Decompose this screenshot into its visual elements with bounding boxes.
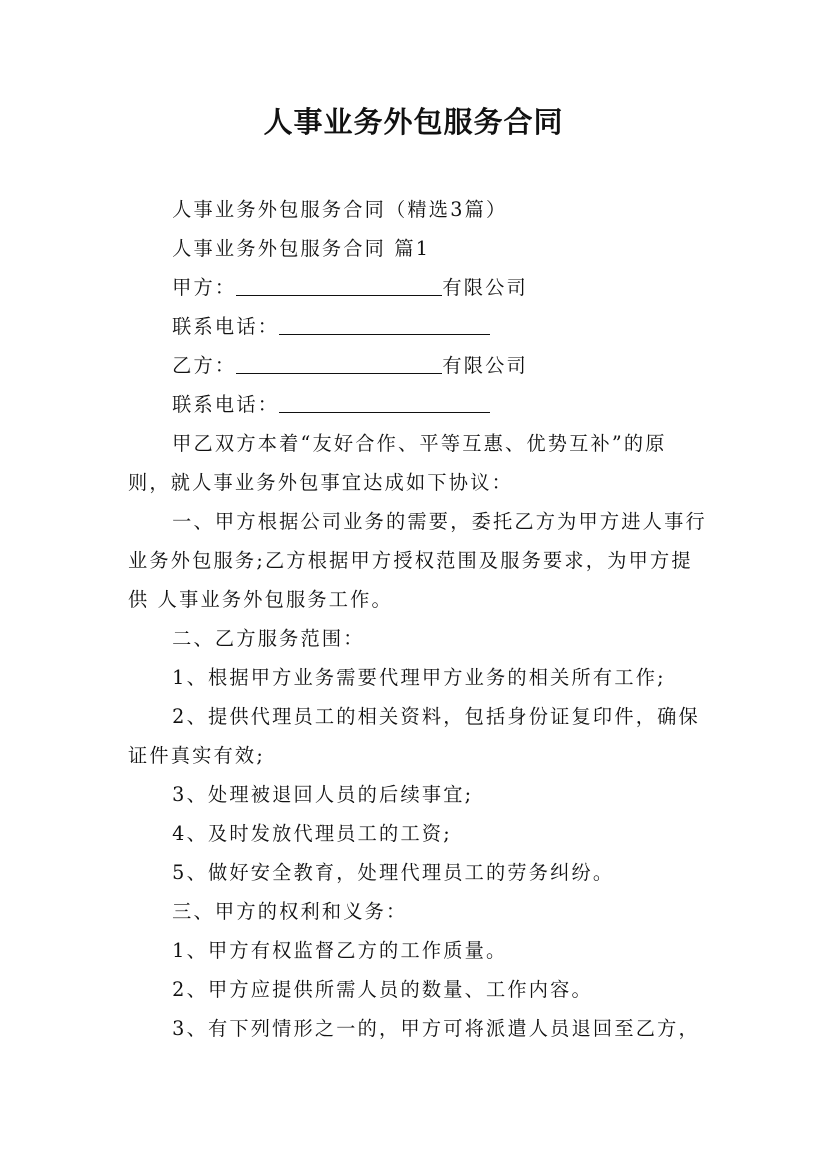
party-b-phone-label: 联系电话： bbox=[172, 393, 280, 416]
paragraph-scope-heading: 二、乙方服务范围： bbox=[172, 627, 365, 650]
party-b-line bbox=[128, 346, 708, 385]
document-body bbox=[128, 190, 708, 1048]
party-a-phone-line bbox=[128, 307, 708, 346]
paragraph-scope-item-1: 1、根据甲方业务需要代理甲方业务的相关所有工作; bbox=[172, 666, 666, 689]
document-title: 人事业务外包服务合同 bbox=[263, 105, 564, 139]
party-b-name-blank bbox=[236, 355, 442, 374]
paragraph-scope-item-2: 2、提供代理员工的相关资料，包括身份证复印件，确保证件真实有效; bbox=[128, 705, 700, 767]
paragraph-clause-1: 一、甲方根据公司业务的需要，委托乙方为甲方进人事行业务外包服务;乙方根据甲方授权范围及服务要求，为甲方提供 人事业务外包服务工作。 bbox=[128, 510, 707, 611]
party-b-phone-line bbox=[128, 385, 708, 424]
party-b-suffix: 有限公司 bbox=[442, 354, 528, 377]
paragraph-rights-heading: 三、甲方的权利和义务： bbox=[172, 900, 408, 923]
party-a-label: 甲方： bbox=[172, 276, 237, 299]
paragraph-rights-item-1: 1、甲方有权监督乙方的工作质量。 bbox=[172, 939, 508, 962]
paragraph-rights-item-2: 2、甲方应提供所需人员的数量、工作内容。 bbox=[172, 978, 593, 1001]
party-b-phone-blank bbox=[279, 394, 490, 413]
section-heading: 人事业务外包服务合同 篇1 bbox=[172, 237, 431, 260]
party-a-phone-blank bbox=[279, 316, 490, 335]
paragraph-rights-item-3: 3、有下列情形之一的，甲方可将派遣人员退回至乙方， bbox=[172, 1017, 700, 1040]
paragraph-scope-item-4: 4、及时发放代理员工的工资; bbox=[172, 822, 452, 845]
party-a-line bbox=[128, 268, 708, 307]
paragraph-scope-item-5: 5、做好安全教育，处理代理员工的劳务纠纷。 bbox=[172, 861, 615, 884]
party-a-name-blank bbox=[236, 277, 442, 296]
document-subtitle: 人事业务外包服务合同（精选3篇） bbox=[172, 198, 508, 221]
party-b-label: 乙方： bbox=[172, 354, 237, 377]
party-a-suffix: 有限公司 bbox=[442, 276, 528, 299]
party-a-phone-label: 联系电话： bbox=[172, 315, 280, 338]
paragraph-scope-item-3: 3、处理被退回人员的后续事宜; bbox=[172, 783, 474, 806]
paragraph-intro: 甲乙双方本着“友好合作、平等互惠、优势互补”的原则，就人事业务外包事宜达成如下协议： bbox=[128, 432, 667, 494]
